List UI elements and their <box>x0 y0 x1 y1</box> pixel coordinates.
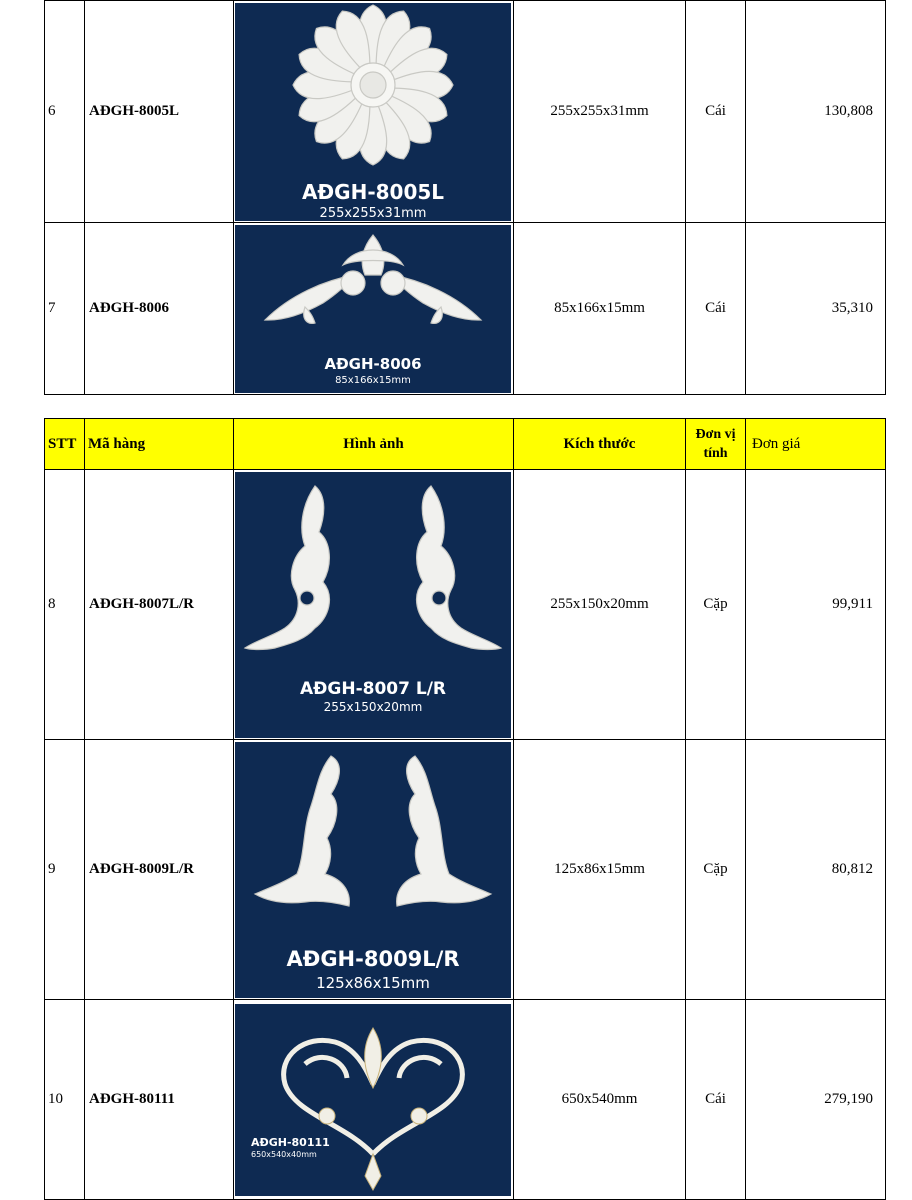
row-number: 6 <box>45 1 85 223</box>
image-caption-size: 255x255x31mm <box>319 205 427 221</box>
image-caption-title: AĐGH-8006 <box>324 354 422 373</box>
product-unit: Cặp <box>686 740 746 1000</box>
product-image-cell <box>234 740 514 1000</box>
image-caption-size: 650x540x40mm <box>251 1149 317 1159</box>
image-caption-title: AĐGH-80111 <box>251 1135 330 1149</box>
product-code: AĐGH-8009L/R <box>85 740 234 1000</box>
header-size: Kích thước <box>514 419 686 470</box>
product-image-cell <box>234 223 514 395</box>
image-caption-size: 255x150x20mm <box>323 699 423 714</box>
product-code: AĐGH-8006 <box>85 223 234 395</box>
product-size: 255x150x20mm <box>514 470 686 740</box>
table-row <box>45 740 886 1000</box>
product-image <box>235 472 511 738</box>
product-price: 130,808 <box>746 1 886 223</box>
table-header-row <box>45 419 886 470</box>
product-image-cell <box>234 1 514 223</box>
product-image <box>235 225 511 393</box>
header-stt: STT <box>45 419 85 470</box>
header-unit: Đơn vị tính <box>686 419 746 470</box>
product-price: 99,911 <box>746 470 886 740</box>
header-price: Đơn giá <box>746 419 886 470</box>
product-image-cell <box>234 1000 514 1200</box>
row-number: 9 <box>45 740 85 1000</box>
image-caption-size: 85x166x15mm <box>335 374 411 386</box>
product-size: 85x166x15mm <box>514 223 686 395</box>
product-image <box>235 742 511 998</box>
header-code: Mã hàng <box>85 419 234 470</box>
table-row <box>45 1 886 223</box>
product-size: 125x86x15mm <box>514 740 686 1000</box>
product-unit: Cái <box>686 223 746 395</box>
table-row <box>45 1000 886 1200</box>
header-image: Hình ảnh <box>234 419 514 470</box>
product-price: 80,812 <box>746 740 886 1000</box>
product-unit: Cặp <box>686 470 746 740</box>
row-number: 8 <box>45 470 85 740</box>
table-row <box>45 223 886 395</box>
product-code: AĐGH-80111 <box>85 1000 234 1200</box>
product-image-cell <box>234 470 514 740</box>
image-caption-title: AĐGH-8007 L/R <box>299 678 447 699</box>
scroll-ornament-icon <box>235 225 511 393</box>
product-price: 35,310 <box>746 223 886 395</box>
image-caption-size: 125x86x15mm <box>316 973 430 992</box>
leaf-pair-ornament-icon <box>235 742 511 998</box>
row-number: 7 <box>45 223 85 395</box>
table-row <box>45 470 886 740</box>
product-table-2 <box>44 418 886 1200</box>
product-size: 255x255x31mm <box>514 1 686 223</box>
product-unit: Cái <box>686 1000 746 1200</box>
product-image <box>235 3 511 221</box>
product-image <box>235 1004 511 1196</box>
row-number: 10 <box>45 1000 85 1200</box>
image-caption-title: AĐGH-8009L/R <box>286 946 460 971</box>
acanthus-pair-ornament-icon <box>235 472 511 738</box>
product-unit: Cái <box>686 1 746 223</box>
image-caption-title: AĐGH-8005L <box>301 179 445 204</box>
medallion-ornament-icon <box>235 1004 511 1196</box>
product-code: AĐGH-8005L <box>85 1 234 223</box>
product-size: 650x540mm <box>514 1000 686 1200</box>
product-price: 279,190 <box>746 1000 886 1200</box>
product-code: AĐGH-8007L/R <box>85 470 234 740</box>
rosette-ornament-icon <box>235 3 511 221</box>
product-table-1 <box>44 0 886 395</box>
